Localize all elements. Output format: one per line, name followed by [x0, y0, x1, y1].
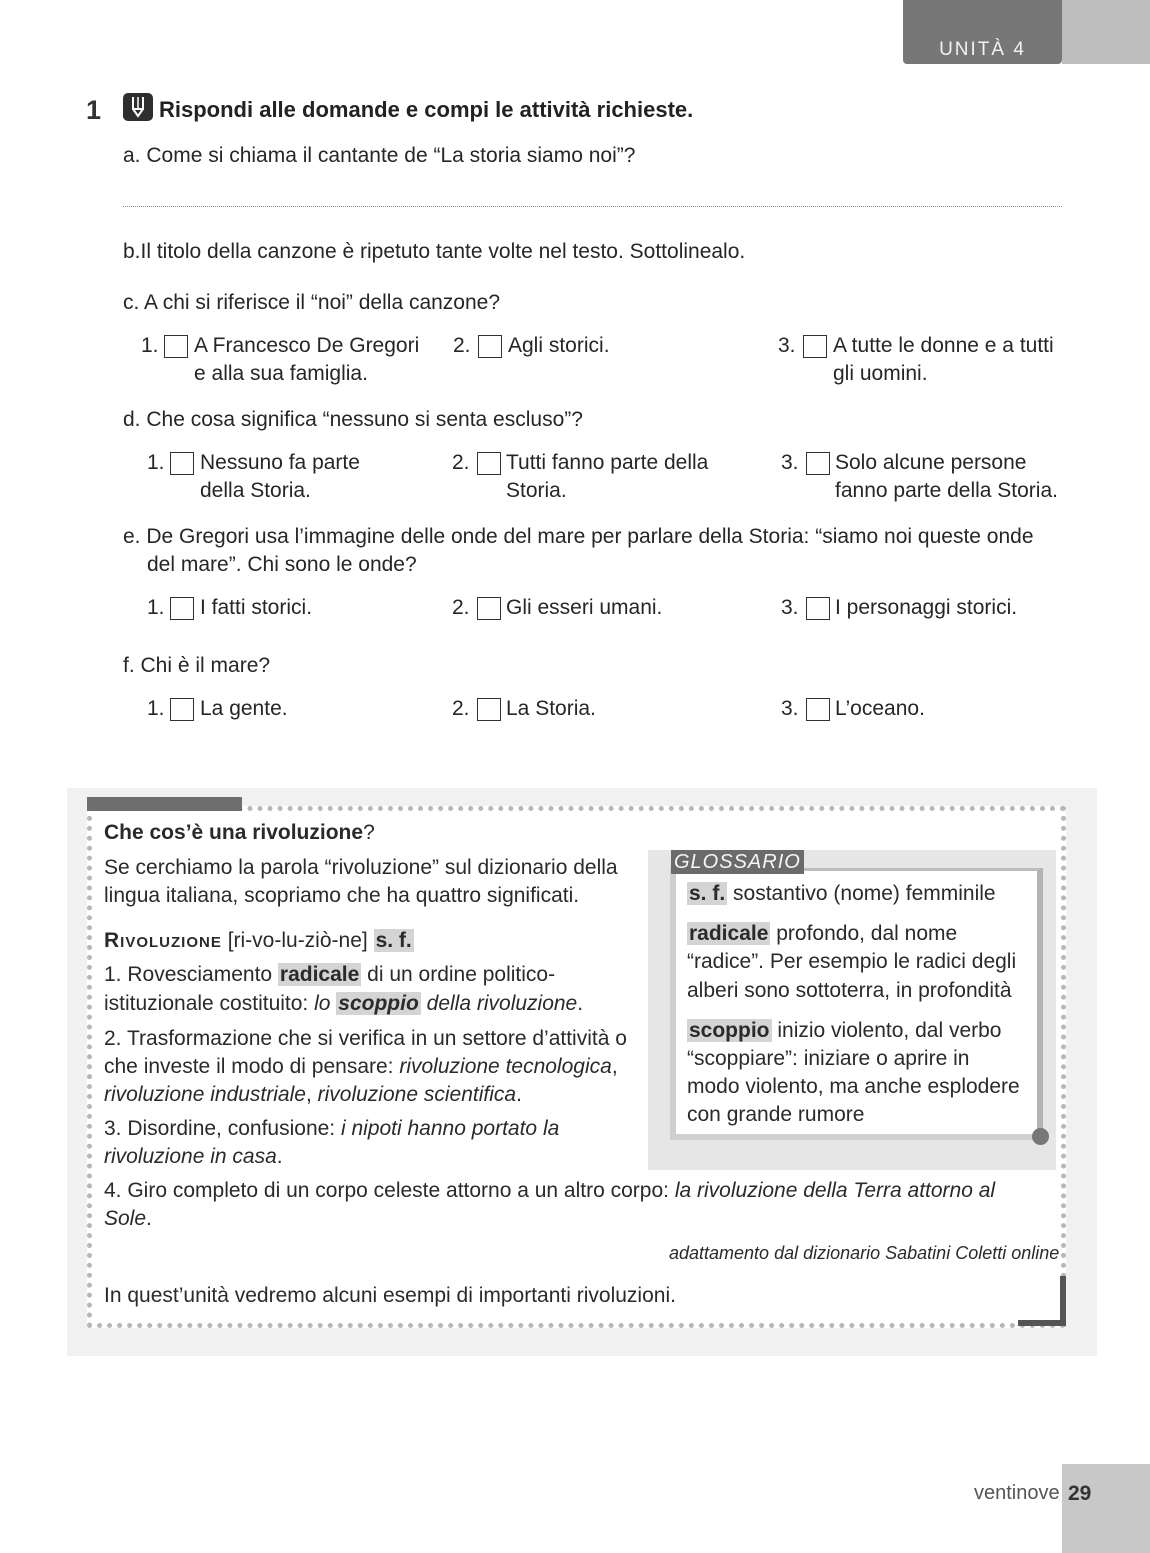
checkbox[interactable] [478, 335, 502, 358]
checkbox[interactable] [803, 335, 827, 358]
option-text: Tutti fanno parte della [506, 451, 709, 474]
option-number: 1. [147, 451, 165, 474]
entry-headword: Rivoluzione [104, 929, 222, 952]
question-c [123, 289, 500, 317]
box-intro-line2: lingua italiana, scopriamo che ha quattro significati. [104, 884, 580, 907]
question-text: Come si chiama il cantante de “La storia siamo noi”? [146, 144, 636, 167]
option-text: Gli esseri umani. [506, 596, 663, 619]
answer-line[interactable] [123, 206, 1062, 207]
option-text: e alla sua famiglia. [194, 362, 368, 385]
question-f [123, 652, 270, 680]
option-text: della Storia. [200, 479, 311, 502]
definition-2-line2: che investe il modo di pensare: rivoluzione tecnologica, [104, 1055, 618, 1078]
definition-4-line1: 4. Giro completo di un corpo celeste attorno a un altro corpo: la rivoluzione della Terra attorno al [104, 1179, 996, 1202]
checkbox[interactable] [164, 335, 188, 358]
option-text: gli uomini. [833, 362, 928, 385]
entry-syllables: [ri-vo-lu-ziò-ne] [227, 929, 368, 952]
glossary-dot [1032, 1128, 1049, 1145]
glossary-item-scoppio-line3: modo violento, ma anche esplodere [687, 1075, 1020, 1098]
closing-text: In quest’unità vedremo alcuni esempi di importanti rivoluzioni. [104, 1284, 676, 1307]
option-text: A tutte le donne e a tutti [833, 334, 1054, 357]
page-number: 29 [1068, 1482, 1092, 1505]
question-letter: b. [123, 240, 141, 263]
glossary-item-scoppio-line4: con grande rumore [687, 1103, 865, 1126]
definition-2-line3: rivoluzione industriale, rivoluzione scientifica. [104, 1083, 522, 1106]
question-letter: c. [123, 291, 140, 314]
option-text: Solo alcune persone [835, 451, 1027, 474]
option-text: La gente. [200, 697, 288, 720]
source-citation: adattamento dal dizionario Sabatini Coletti online [669, 1243, 1060, 1263]
panel-corner-mark [1018, 1276, 1066, 1326]
checkbox[interactable] [170, 452, 194, 475]
checkbox[interactable] [477, 597, 501, 620]
box-title: Che cos’è una rivoluzione? [104, 821, 375, 844]
definition-1-line1: 1. Rovesciamento radicale di un ordine politico- [104, 963, 556, 986]
box-intro-line1: Se cerchiamo la parola “rivoluzione” sul dizionario della [104, 856, 618, 879]
option-text: L’oceano. [835, 697, 925, 720]
page-word: ventinove [974, 1482, 1060, 1504]
panel-top-bar [87, 797, 242, 811]
question-e [123, 523, 1034, 551]
option-number: 1. [147, 697, 165, 720]
option-number: 2. [452, 596, 470, 619]
option-text: Agli storici. [508, 334, 610, 357]
definition-3-line1: 3. Disordine, confusione: i nipoti hanno portato la [104, 1117, 560, 1140]
option-text: I fatti storici. [200, 596, 313, 619]
glossary-item-radicale-line3: alberi sono sottoterra, in profondità [687, 979, 1012, 1002]
question-letter: f. [123, 654, 135, 677]
unit-tab [903, 0, 1062, 64]
question-e-line2: del mare”. Chi sono le onde? [147, 553, 417, 576]
option-number: 1. [141, 334, 159, 357]
checkbox[interactable] [477, 698, 501, 721]
dictionary-entry [104, 927, 414, 955]
option-number: 1. [147, 596, 165, 619]
glossary-item-radicale: radicale profondo, dal nome [689, 922, 958, 945]
question-a [123, 142, 635, 170]
question-letter: e. [123, 525, 141, 548]
glossary-item-radicale-line2: “radice”. Per esempio le radici degli [687, 950, 1017, 973]
question-d [123, 406, 583, 434]
definition-4-line2: Sole. [104, 1207, 152, 1230]
definition-2-line1: 2. Trasformazione che si verifica in un settore d’attività o [104, 1027, 627, 1050]
option-number: 3. [781, 451, 799, 474]
glossary-item-sf: s. f. sostantivo (nome) femminile [689, 882, 996, 905]
checkbox[interactable] [806, 597, 830, 620]
option-text: La Storia. [506, 697, 596, 720]
pencil-icon [123, 93, 153, 121]
entry-pos: s. f. [375, 929, 412, 952]
exercise-title: Rispondi alle domande e compi le attività richieste. [159, 97, 694, 122]
option-text: Storia. [506, 479, 567, 502]
question-text: Il titolo della canzone è ripetuto tante volte nel testo. Sottolinealo. [140, 240, 746, 263]
question-letter: a. [123, 144, 141, 167]
option-number: 3. [778, 334, 796, 357]
question-text: Che cosa significa “nessuno si senta escluso”? [146, 408, 583, 431]
question-b [123, 238, 745, 266]
glossary-label: GLOSSARIO [671, 850, 804, 874]
definition-3-line2: rivoluzione in casa. [104, 1145, 283, 1168]
question-text: A chi si riferisce il “noi” della canzone? [144, 291, 501, 314]
option-number: 2. [453, 334, 471, 357]
option-text: fanno parte della Storia. [835, 479, 1058, 502]
question-text: De Gregori usa l’immagine delle onde del mare per parlare della Storia: “siamo noi queste onde [146, 525, 1034, 548]
option-number: 3. [781, 596, 799, 619]
unit-label: UNITÀ 4 [939, 39, 1026, 60]
option-text: A Francesco De Gregori [194, 334, 420, 357]
unit-tab-extension [1062, 0, 1150, 64]
glossary-item-scoppio-line2: “scoppiare”: iniziare o aprire in [687, 1047, 970, 1070]
option-number: 3. [781, 697, 799, 720]
option-number: 2. [452, 697, 470, 720]
page-number-tab [1062, 1464, 1150, 1553]
definition-1-line2: istituzionale costituito: lo scoppio della rivoluzione. [104, 992, 584, 1015]
option-text: I personaggi storici. [835, 596, 1018, 619]
checkbox[interactable] [806, 452, 830, 475]
option-number: 2. [452, 451, 470, 474]
exercise-number: 1 [86, 95, 102, 125]
question-text: Chi è il mare? [140, 654, 271, 677]
question-letter: d. [123, 408, 141, 431]
checkbox[interactable] [170, 698, 194, 721]
glossary-item-scoppio: scoppio inizio violento, dal verbo [689, 1019, 1002, 1042]
checkbox[interactable] [806, 698, 830, 721]
checkbox[interactable] [477, 452, 501, 475]
option-text: Nessuno fa parte [200, 451, 360, 474]
checkbox[interactable] [170, 597, 194, 620]
